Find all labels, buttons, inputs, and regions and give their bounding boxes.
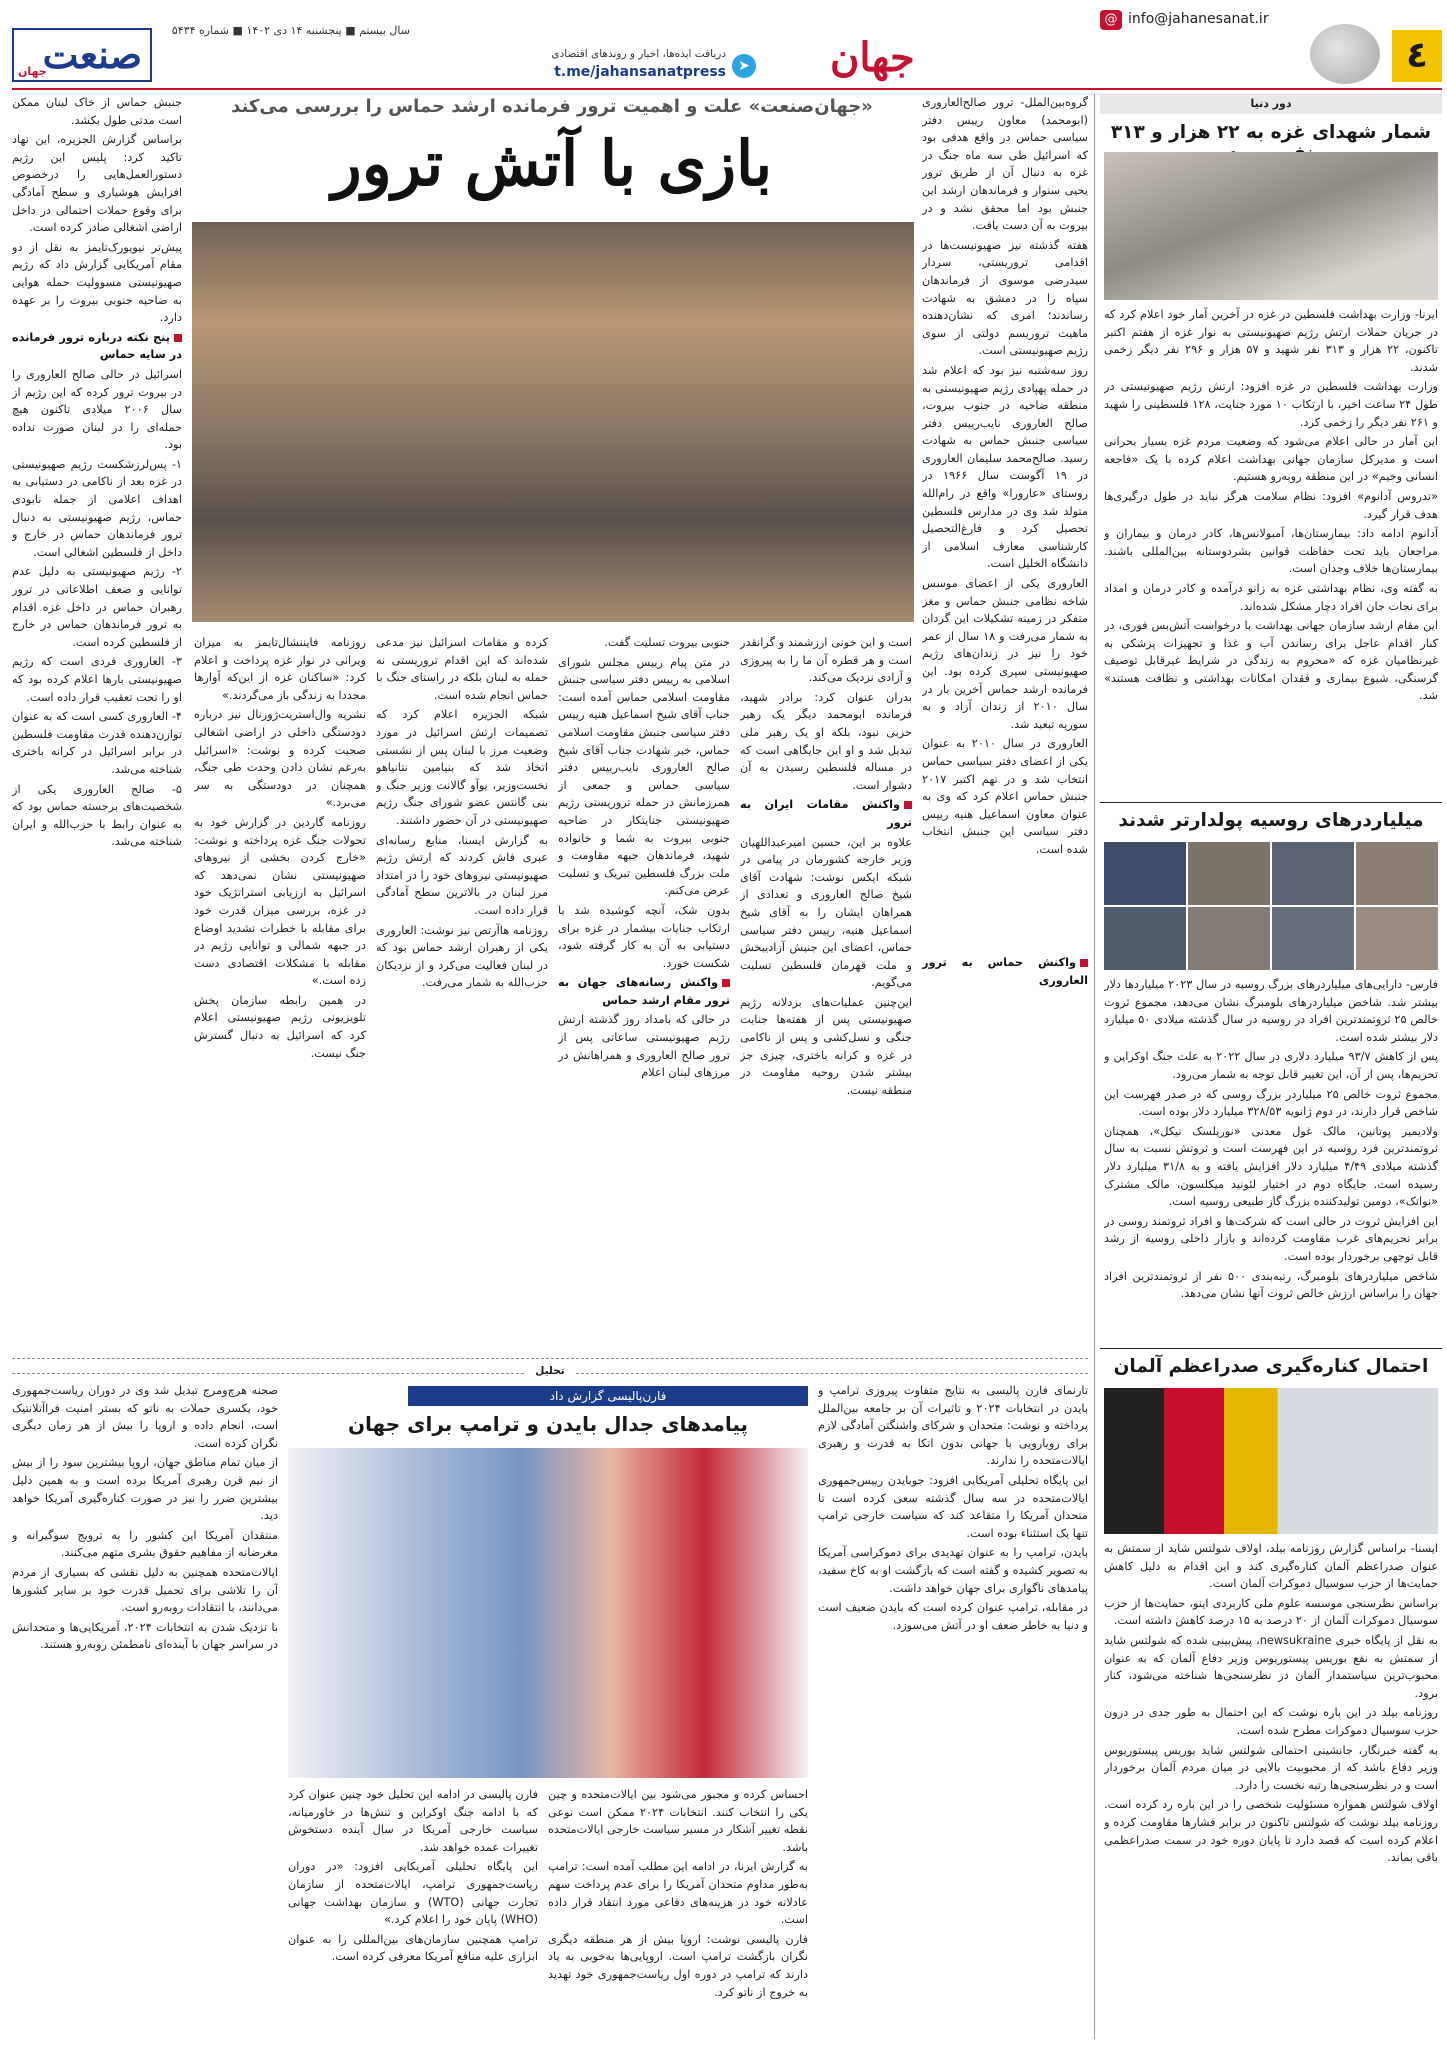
portrait-photo xyxy=(1188,907,1270,970)
biden-trump-illustration xyxy=(288,1448,808,1778)
story2-title: میلیاردرهای روسیه پولدارتر شدند xyxy=(1118,810,1424,831)
story1-body: ایرنا- وزارت بهداشت فلسطین در غزه در آخرین آمار خود اعلام کرد که در جریان حملات ارتش رژیم صهیونیستی به نوار غزه از هفتم اکتبر تاکنون، ۲۲ هزار و ۳۱۳ نفر شهید و ۵۷ هزار و ۲۹۶ نفر دیگر زخمی شدند. وزارت بهداشت فلسطین در غزه افزود: ارتش رژیم صهیونیستی در طول ۲۴ ساعت اخیر، با ارتکاب ۱۰ مورد جنایت، ۱۲۸ فلسطینی را شهید و ۲۶۱ نفر دیگر را زخمی کرد. این آمار در حالی اعلام می‌شود که وضعیت مردم غزه بسیار بحرانی است و مدیرکل سازمان جهانی بهداشت اعلام کرده با یک «فاجعه انسانی وخیم» در این منطقه روبه‌رو هستیم. «تدروس آدانوم» افزود: نظام سلامت هرگز نباید در طول درگیری‌ها هدف قرار گیرد. آدانوم ادامه داد: بیمارستان‌ها، آمبولانس‌ها، کادر درمان و بیماران و مراجعان باید تحت حفاظت قوانین بشردوستانه بین‌المللی باشند. بیمارستان‌ها خلاف وجدان است. به گفته وی، نظام بهداشتی غزه به زانو درآمده و کادر درمان و امداد برای نجات جان افراد دچار مشکل شده‌اند. این مقام ارشد سازمان جهانی بهداشت با درخواست آتش‌بس فوری، در کنار اقدام عاجل برای رساندن آب و غذا و تجهیزات پزشکی به غیرنظامیان غزه که «محروم به زندگی در شرایط غیرقابل توصیف گرسنگی، شیوع بیماری و فقدان امکانات بهداشتی و نظافت هستند» شد. xyxy=(1104,308,1438,703)
analysis-title: پیامدهای جدال بایدن و ترامپ برای جهان xyxy=(347,1412,749,1436)
portrait-photo xyxy=(1356,907,1438,970)
analysis-col3: فارن پالیسی در ادامه این تحلیل خود چنین عنوان کرد که با ادامه جنگ اوکراین و تنش‌ها در خاورمیانه، سیاست خارجی آمریکا در سال آینده دستخوش تغییرات عمده خواهد شد. این پایگاه تحلیلی آمریکایی افزود: «در دوران ریاست‌جمهوری ترامپ، ایالات‌متحده از سازمان تجارت جهانی (WTO) و سازمان بهداشت جهانی (WHO) پایان خود را اعلام کرد.» ترامپ همچنین سازمان‌های بین‌المللی را به عنوان ابزاری علیه منافع آمریکا معرفی کرده است. xyxy=(288,1788,538,1964)
masthead-logo xyxy=(12,28,152,82)
main-col-a: است و این خونی ارزشمند و گرانقدر است و هر قطره آن ما را به پیروزی و آزادی نزدیک می‌کند. بدران عنوان کرد: برادر شهید، فرمانده ابومحمد دیگر یک رهبر حزبی نبود، بلکه او یک رهبر ملی تبدیل شد و او این جایگاهی است که در مساله فلسطین رسیدن به آن دشوار است. واکنش مقامات ایران به ترور علاوه بر این، حسین امیرعبداللهیان وزیر خارجه کشورمان در پیامی در شبکه ایکس نوشت: شهادت آقای شیخ صالح العاروری و تعدادی از همراهان ایشان را به آقای شیخ اسماعیل هنیه، رییس دفتر سیاسی حماس، اعضای این جنبش آزادیبخش و ملت قهرمان فلسطین تسلیت می‌گویم. این‌چنین عملیات‌های بزدلانه رژیم صهیونیستی پس از هفته‌ها جنایت جنگی و نسل‌کشی و پس از ناکامی در غزه و کرانه باختری، چیزی جز بیشتر شدن روحیه مقاومت در منطقه نیست. xyxy=(740,636,912,1097)
header-rule xyxy=(12,88,1442,90)
story1-photo xyxy=(1104,152,1438,300)
portrait-photo xyxy=(1104,842,1186,905)
globe-icon xyxy=(1310,24,1380,84)
main-col-d: روزنامه فایننشال‌تایمز به میزان ویرانی در نوار غزه پرداخت و اعلام کرد: «ساکنان غزه از این‌که آوارها مجددا به زندگی باز می‌گردند.» نشریه وال‌استریت‌ژورنال نیز درباره دودستگی داخلی در اراضی اشغالی صحبت کرده و نوشت: «اسرائیل به‌رغم نشان دادن وحدت طی جنگ، همچنان در دودستگی به سر می‌برد.» روزنامه گاردین در گزارش خود به تحولات جنگ غزه پرداخته و نوشت: «خارج کردن بخشی از نیروهای صهیونیستی نشان نمی‌دهد که اسرائیل به ارزیابی استراتژیک خود در غزه، بررسی میزان قدرت خود برای مقابله با خطرات تشدید اوضاع در جبهه شمالی و توانایی رژیم در مقابله با مشکلات اقتصادی دست زده است.» در همین رابطه سازمان پخش تلویزیونی رژیم صهیونیستی اعلام کرد که اسرائیل به دنبال گسترش جنگ نیست. xyxy=(194,636,366,1060)
lead-column-sub: واکنش حماس به ترور العاروری xyxy=(922,954,1088,1324)
telegram-link[interactable]: t.me/jahansanatpress xyxy=(554,64,726,80)
portrait-photo xyxy=(1272,907,1354,970)
masthead-text: صنعت xyxy=(42,32,142,77)
main-col-e: جنبش حماس از خاک لبنان ممکن است مدتی طول بکشد. براساس گزارش الجزیره، این نهاد تاکید کرد: پلیس این رژیم دستورالعمل‌هایی را درخصوص افزایش هوشیاری و سطح آمادگی برای وقوع حملات احتمالی در داخل اراضی اشغالی صادر کرده است. پیش‌تر نیویورک‌تایمز به نقل از دو مقام آمریکایی گزارش داد که رژیم صهیونیستی مسوولیت حمله هوایی به ضاحیه جنوبی بیروت را بر عهده دارد. پنج نکته درباره ترور فرمانده در سایه حماس اسرائیل در حالی صالح العاروری را در بیروت ترور کرده که این رژیم از سال ۲۰۰۶ میلادی تاکنون هیچ حمله‌ای را در لبنان صورت نداده بود. ۱- پس‌لرزشکست رژیم صهیونیستی در غزه بعد از ناکامی در دستیابی به اهداف اعلامی از جمله نابودی حماس، رژیم صهیونیستی به دنبال ترور فرماندهان حماس در خارج و داخل از فلسطین اشغالی است. ۲- رژیم صهیونیستی به دلیل عدم توانایی و ضعف اطلاعاتی در ترور رهبران حماس در داخل غزه اقدام به ترور فرماندهان حماس در خارج از فلسطین کرده است. ۳- العاروری فردی است که رژیم صهیونیستی بارها اعلام کرده بود که او را تحت تعقیب قرار داده است. ۴- العاروری کسی است که به عنوان توازن‌دهنده قدرت مقاومت فلسطین در برابر اسرائیل در کرانه باختری شناخته می‌شد. ۵- صالح العاروری یکی از شخصیت‌های برجسته حماس بود که به عنوان رابط با حزب‌الله و ایران شناخته می‌شد. xyxy=(12,96,182,849)
email-address[interactable]: info@jahanesanat.ir xyxy=(1128,11,1269,27)
main-story xyxy=(12,94,1088,1354)
building-photo xyxy=(192,222,914,622)
story2-body: فارس- دارایی‌های میلیاردرهای بزرگ روسیه در سال ۲۰۲۳ میلیاردها دلار بیشتر شد. شاخص میلیاردرهای بلومبرگ نشان می‌دهد، مجموع ثروت خالص ۲۵ ثروتمندترین افراد در روسیه در سال گذشته میلادی ۵۰ میلیارد دلار بیشتر شده است. پس از کاهش ۹۳/۷ میلیارد دلاری در سال ۲۰۲۲ به علت جنگ اوکراین و تحریم‌ها، پس از آن، این تغییر قابل توجه به شمار می‌رود. مجموع ثروت خالص ۲۵ میلیاردر بزرگ روسی که در صدر فهرست این شاخص قرار دارند، در دوم ژانویه ۳۲۸/۵۳ میلیارد دلار بوده است. ولادیمیر پوتانین، مالک غول معدنی «نوریلسک نیکل»، همچنان ثروتمندترین فرد روسیه در این فهرست است و ثروتش نسبت به سال گذشته میلادی ۴/۴۹ میلیارد دلار افزایش یافته و به ۳۱/۸ میلیارد دلار رسیده است. جایگاه دوم در اختیار لئونید میکلسون، مالک مشترک «نواتک»، دومین تولیدکننده بزرگ گاز طبیعی روسیه است. این افزایش ثروت در حالی است که شرکت‌ها و افراد ثروتمند روسی در برابر تحریم‌های غرب مقاومت کرده‌اند و بازار داخلی روسیه از رشد قابل توجهی برخوردار بوده است. شاخص میلیاردرهای بلومبرگ، رتبه‌بندی ۵۰۰ نفر از ثروتمندترین افراد جهان را براساس ارزش خالص ثروت آنها نشان می‌دهد. xyxy=(1104,978,1438,1301)
page-number-badge xyxy=(1392,30,1442,82)
email-icon: @ xyxy=(1100,10,1122,30)
main-col-c: کرده و مقامات اسرائیل نیز مدعی شده‌اند که این اقدام تروریستی نه حمله به لبنان بلکه در راستای جنگ با حماس انجام شده است. شبکه الجزیره اعلام کرد که تصمیمات ارتش اسرائیل در مورد وضعیت مرز با لبنان پس از نشستی اتخاذ شد که بنیامین نتانیاهو نخست‌وزیر، یوآو گالانت وزیر جنگ و بنی گانتس عضو شورای جنگ رژیم صهیونیستی در آن حضور داشتند. به گزارش ایسنا، منابع رسانه‌ای عبری فاش کردند که ارتش رژیم صهیونیستی نیروهای خود را در امتداد مرز لبنان در بالاترین سطح آمادگی قرار داده است. روزنامه هاآرتص نیز نوشت: العاروری یکی از رهبران ارشد حماس بود که در لبنان فعالیت می‌کرد و از نزدیکان حزب‌الله به شمار می‌رفت. xyxy=(376,636,548,990)
email-block[interactable] xyxy=(1100,8,1296,32)
analysis-col4: صحنه هرچ‌ومرج تبدیل شد وی در دوران ریاست‌جمهوری خود، یکسری حملات به ناتو که بستر امنیت فراآتلانتیک است، انجام داده و اروپا را بیش از هر زمان دیگری نگران کرده است. از میان تمام مناطق جهان، اروپا بیشترین سود را از بیش از نیم قرن رهبری آمریکا برده است و به همین دلیل بیشترین ضرر را نیز در صورت کناره‌گیری آمریکا خواهد دید. منتقدان آمریکا این کشور را به ترویج سوگیرانه و مغرضانه از مفاهیم حقوق بشری متهم می‌کنند. ایالات‌متحده همچنین به دلیل نقشی که بسیاری از مردم آن را تلاشی برای تحمیل قدرت خود بر سایر کشورها می‌دانند، با انتقادات روبه‌رو است. با نزدیک شدن به انتخابات ۲۰۲۴، آمریکایی‌ها و متحدانش در سراسر جهان با آینده‌ای نامطمئن روبه‌رو هستند. xyxy=(12,1384,278,1652)
telegram-note: دریافت ایده‌ها، اخبار و روندهای اقتصادی xyxy=(551,48,726,60)
analysis-source: فارن‌پالیسی گزارش داد xyxy=(549,1389,667,1403)
portrait-photo xyxy=(1272,842,1354,905)
header xyxy=(0,0,1447,88)
section-logo: جهان xyxy=(830,34,915,81)
analysis-col1: تارنمای فارن پالیسی به نتایج متفاوت پیروزی ترامپ و بایدن در انتخابات ۲۰۲۴ و تاثیرات آن بر جامعه بین‌الملل پرداخته و نوشت: متحدان و شرکای واشنگتن آمادگی لازم برای رویارویی با جهانی بدون اتکا به قدرت و رهبری ایالات‌متحده را ندارند. این پایگاه تحلیلی آمریکایی افزود: جوبایدن رییس‌جمهوری ایالات‌متحده در سه سال گذشته سعی کرده است تا متحدان آمریکا را متقاعد کند که سیاست خارجی ترامپ تنها یک استثناء بوده است. بایدن، ترامپ را به عنوان تهدیدی برای دموکراسی آمریکا به تصویر کشیده و گفته است که بازگشت او به کاخ سفید، پیامدهای ناگواری برای جهان خواهد داشت. در مقابله، ترامپ عنوان کرده است که بایدن ضعیف است و دنیا به خاطر ضعف او در آتش می‌سوزد. xyxy=(818,1384,1088,1632)
portrait-photo xyxy=(1356,842,1438,905)
story2-photo-grid xyxy=(1104,842,1438,970)
issue-info: سال بیستم ■ پنجشنبه ۱۴ دی ۱۴۰۲ ■ شماره ۵۴۳۴ xyxy=(171,24,410,37)
divider xyxy=(1100,802,1442,803)
news-column xyxy=(1100,94,1442,1865)
story1-title: شمار شهدای غزه به ۲۲ هزار و ۳۱۳ xyxy=(1110,122,1432,143)
lead-column: گروه‌بین‌الملل- ترور صالح‌العاروری (ابومحمد) معاون رییس دفتر سیاسی حماس در واقع هدفی بود که اسرائیل طی سه ماه جنگ در غزه به دنبال آن از طریق ترور یحیی سنوار و فرماندهان ارشد این جنبش بود اما محقق نشد و در بیروت به آن دست یافت. هفته گذشته نیز صهیونیست‌ها در اقدامی تروریستی، سردار سید‌رضی موسوی از فرماندهان سپاه را در دمشق به شهادت رساندند؛ امری که نشان‌دهنده ماهیت تروریسم دولتی از سوی رژیم صهیونیستی است. روز سه‌شنبه نیز بود که اعلام شد در حمله پهپادی رژیم صهیونیستی به منطقه ضاحیه در جنوب بیروت، صالح العاروری نایب‌رییس دفتر سیاسی جنبش حماس به شهادت رسید. صالح‌محمد سلیمان العاروری در ۱۹ آگوست سال ۱۹۶۶ در روستای «عارورا» واقع در رام‌الله متولد شد وی در مدارس فلسطین تحصیل کرد و فارغ‌التحصیل کارشناسی معارف اسلامی از دانشگاه الخلیل است. العاروری یکی از اعضای موسس شاخه نظامی جنبش حماس و مغز متفکر در زمینه تشکیلات این گردان به شمار می‌رفت و ۱۸ سال از عمر خود را نیز در زندان‌های رژیم صهیونیستی سپری کرده بود. این فرمانده ارشد حماس آخرین بار در سال ۲۰۱۰ از زندان آزاد و به سوریه تبعید شد. العاروری در سال ۲۰۱۰ به عنوان یکی از اعضای دفتر سیاسی حماس انتخاب شد و در نهم اکتبر ۲۰۱۷ جنبش حماس اعلام کرد که وی به عنوان معاون اسماعیل هنیه رییس دفتر سیاسی این جنبش انتخاب شده است. xyxy=(922,96,1088,856)
masthead-small-text: جهان xyxy=(18,65,47,78)
page-number: ٤ xyxy=(1406,35,1428,76)
story3-body: ایسنا- براساس گزارش روزنامه بیلد، اولاف شولتس شاید از سمتش به عنوان صدراعظم آلمان کناره‌گیری کند و این اقدام به دلیل کاهش حمایت‌ها از حزب سوسیال دموکرات آلمان است. براساس نظرسنجی موسسه علوم ملی کاربردی اینو، حمایت‌ها از حزب سوسیال دموکرات آلمان از ۲۰ درصد به ۱۵ درصد کاهش داشته است. به نقل از پایگاه خبری newsukraine، پیش‌بینی شده که شولتس شاید از سمتش به نفع بوریس پیستوریوس وزیر دفاع آلمان که به عنوان محبوب‌ترین سیاستمدار آلمان در نظرسنجی‌ها شناخته می‌شود، کنار برود. روزنامه بیلد در این باره نوشت که این احتمال به طور جدی در درون حزب سوسیال دموکرات مطرح شده است. به گفته خبرنگار، جانشینی احتمالی شولتس شاید بوریس پیستوریوس وزیر دفاع باشد که از محبوبیت بالایی در میان مردم آلمان برخوردار است و در نظرسنجی‌ها رتبه نخست را دارد. اولاف شولتس همواره مسئولیت شخصی را در این باره رد کرده است. روزنامه بیلد نوشت که شولتس تاکنون در برابر فشارها مقاومت کرده و اعلام کرده است که قصد دارد تا پایان دوره خود در سمت صدراعظمی باقی بماند. xyxy=(1104,1542,1438,1865)
portrait-photo xyxy=(1104,907,1186,970)
analysis-source-badge xyxy=(408,1386,808,1406)
section-label-bar xyxy=(12,1358,1088,1377)
kicker xyxy=(1100,94,1442,114)
supertitle: «جهان‌صنعت» علت و اهمیت ترور فرمانده ارشد حماس را بررسی می‌کند xyxy=(231,96,873,117)
portrait-photo xyxy=(1188,842,1270,905)
column-separator xyxy=(1094,94,1095,2039)
section-label: تحلیل xyxy=(525,1365,574,1377)
telegram-icon: ➤ xyxy=(732,54,756,78)
story3-photo xyxy=(1104,1388,1438,1534)
telegram-block[interactable] xyxy=(430,48,760,84)
story3-title: احتمال کناره‌گیری صدراعظم آلمان xyxy=(1113,1356,1429,1377)
analysis-col2: احساس کرده و مجبور می‌شود بین ایالات‌متحده و چین یکی را انتخاب کنند. انتخابات ۲۰۲۴ ممکن است نوعی نقطه تغییر آشکار در مسیر سیاست خارجی ایالات‌متحده باشد. به گزارش ایرنا، در ادامه این مطلب آمده است: ترامپ به‌طور مداوم متحدان آمریکا را برای عدم پرداخت سهم عادلانه خود در هزینه‌های دفاعی مورد انتقاد قرار داده است. فارن پالیسی نوشت: اروپا بیش از هر منطقه دیگری نگران بازگشت ترامپ است. اروپایی‌ها به‌خوبی به یاد دارند که ترامپ در دوره اول ریاست‌جمهوری خود تهدید به خروج از ناتو کرد. xyxy=(548,1788,808,1999)
analysis-section xyxy=(12,1358,1088,2038)
main-col-b: جنوبی بیروت تسلیت گفت. در متن پیام رییس مجلس شورای اسلامی به رییس دفتر سیاسی جنبش مقاومت اسلامی حماس آمده است: جناب آقای شیخ اسماعیل هنیه رییس دفتر سیاسی جنبش مقاومت اسلامی حماس، خبر شهادت جناب آقای شیخ صالح العاروری نایب‌رییس دفتر سیاسی حماس و جمعی از همرزمانش در حمله تروریستی رژیم صهیونیستی جنایتکار در ضاحیه جنوبی بیروت به شما و خانواده شهید، فرماندهان جبهه مقاومت و ملت بزرگ فلسطین تبریک و تسلیت عرض می‌کنم. بدون شک، آنچه کوشیده شد با ارتکاب جنایات بیشمار در غزه برای دستیابی به آن به کار گرفته شود، شکست خورد. واکنش رسانه‌های جهان به ترور مقام ارشد حماس در حالی که بامداد روز گذشته ارتش رژیم صهیونیستی ساعاتی پس از ترور صالح العاروری و همراهانش در مرزهای لبنان اعلام xyxy=(558,636,730,1080)
kicker-text: دور دنیا xyxy=(1250,97,1292,110)
divider xyxy=(1100,1348,1442,1349)
headline: بازی با آتش ترور xyxy=(331,127,773,200)
